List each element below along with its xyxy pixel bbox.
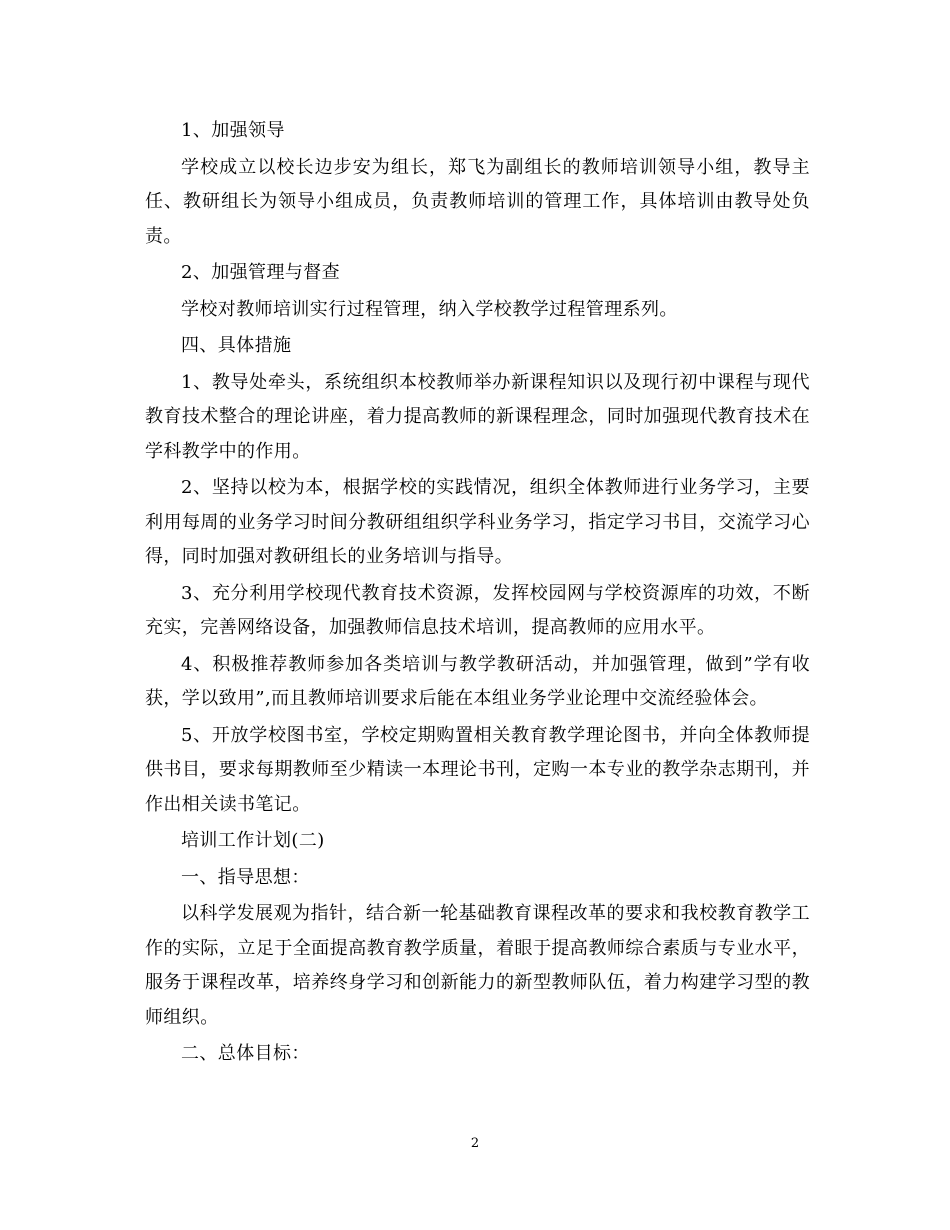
paragraph-leadership-group: 学校成立以校长边步安为组长，郑飞为副组长的教师培训领导小组，教导主任、教研组长为领导小组成员，负责教师培训的管理工作，具体培训由教导处负责。	[145, 156, 810, 247]
section-heading-overall-goal: 二、总体目标：	[181, 1043, 310, 1064]
paragraph-measure-4: 4、积极推荐教师参加各类培训与教学教研活动，并加强管理，做到”学有收获，学以致用”,而且教师培训要求后能在本组业务学业论理中交流经验体会。	[145, 653, 810, 709]
section-title-training-plan-2: 培训工作计划(二)	[181, 830, 325, 851]
paragraph-measure-2: 2、坚持以校为本，根据学校的实践情况，组织全体教师进行业务学习，主要利用每周的业务学习时间分教研组组织学科业务学习，指定学习书目，交流学习心得，同时加强对教研组长的业务培训与指导。	[145, 477, 810, 567]
section-heading-management-supervision: 2、加强管理与督查	[181, 262, 341, 283]
page-number: 2	[470, 1136, 480, 1151]
paragraph-measure-3: 3、充分利用学校现代教育技术资源，发挥校园网与学校资源库的功效，不断充实，完善网络设备，加强教师信息技术培训，提高教师的应用水平。	[145, 582, 810, 638]
paragraph-guiding-ideology: 以科学发展观为指针，结合新一轮基础教育课程改革的要求和我校教育教学工作的实际，立足于全面提高教育教学质量，着眼于提高教师综合素质与专业水平，服务于课程改革，培养终身学习和创新能力的新型教师队伍，着力构建学习型的教师组织。	[145, 903, 810, 1028]
paragraph-measure-5: 5、开放学校图书室，学校定期购置相关教育教学理论图书，并向全体教师提供书目，要求每期教师至少精读一本理论书刊，定购一本专业的教学杂志期刊，并作出相关读书笔记。	[145, 724, 810, 815]
document-body	[145, 114, 810, 1072]
section-heading-specific-measures: 四、具体措施	[181, 335, 292, 356]
paragraph-process-management: 学校对教师培训实行过程管理，纳入学校教学过程管理系列。	[181, 298, 678, 320]
section-heading-guiding-ideology: 一、指导思想：	[181, 866, 310, 888]
paragraph-measure-1: 1、教导处牵头，系统组织本校教师举办新课程知识以及现行初中课程与现代教育技术整合的理论讲座，着力提高教师的新课程理念，同时加强现代教育技术在学科教学中的作用。	[145, 371, 810, 462]
section-heading-strengthen-leadership: 1、加强领导	[181, 120, 285, 141]
